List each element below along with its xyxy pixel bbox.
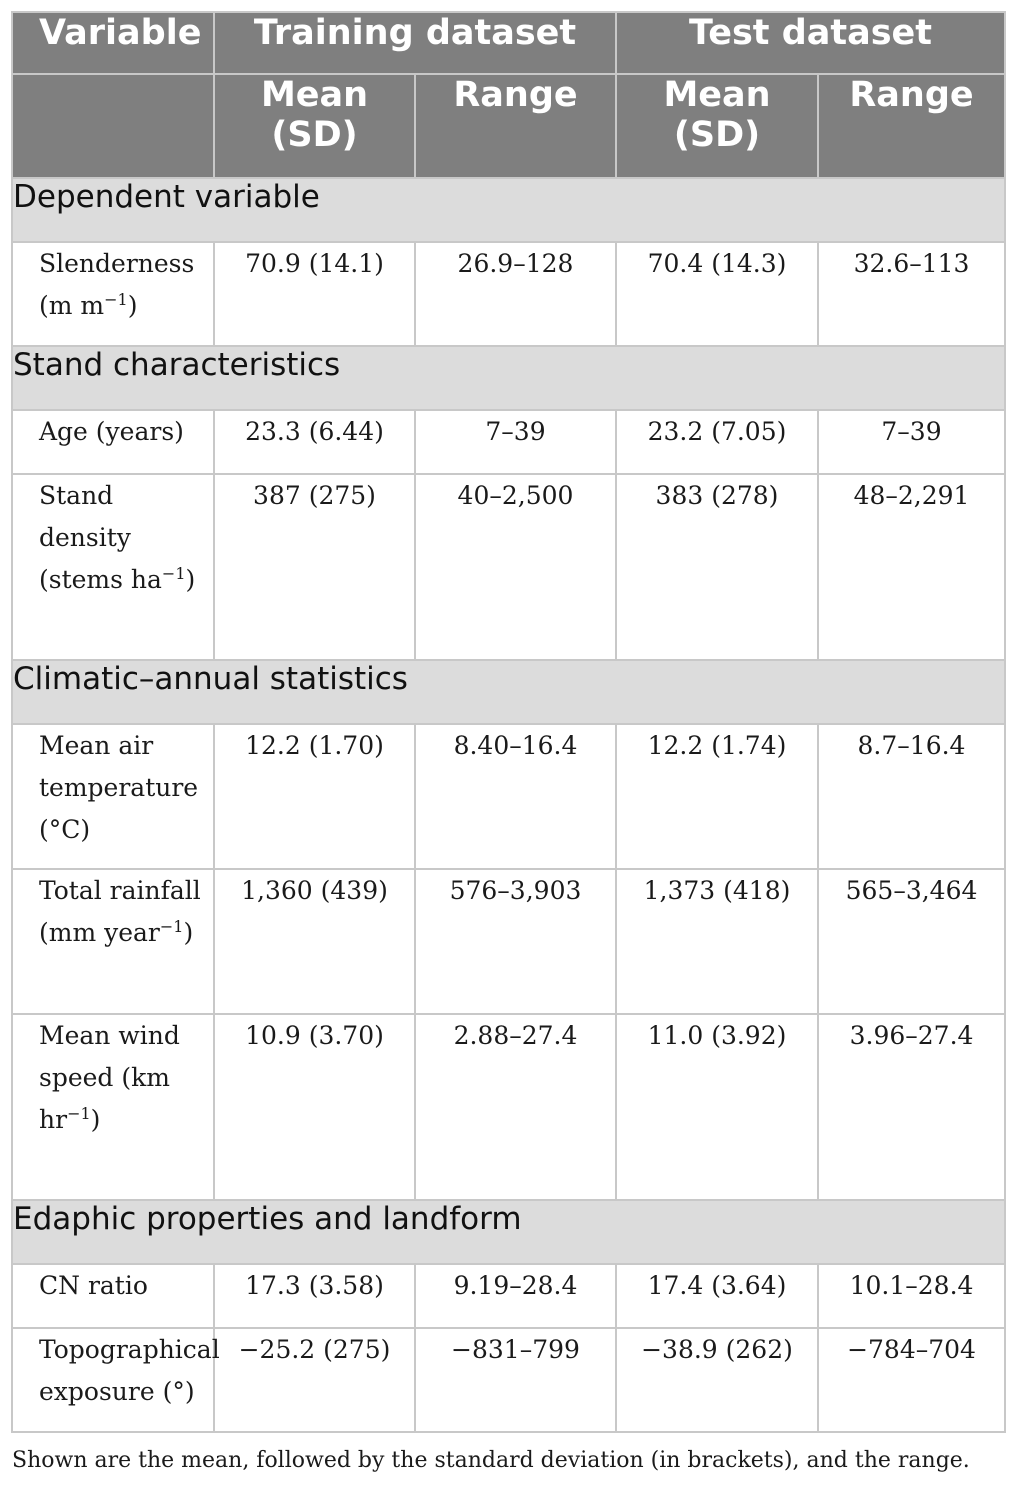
table-row <box>12 1014 1005 1200</box>
test-range-cell: 32.6–113 <box>818 242 1005 346</box>
test-mean-cell: 17.4 (3.64) <box>616 1264 818 1328</box>
test-range-cell: 10.1–28.4 <box>818 1264 1005 1328</box>
table-row <box>12 1328 1005 1432</box>
train-range-cell: 40–2,500 <box>415 474 616 660</box>
test-mean-cell: 12.2 (1.74) <box>616 724 818 869</box>
train-range-cell: 9.19–28.4 <box>415 1264 616 1328</box>
train-range-cell: 2.88–27.4 <box>415 1014 616 1200</box>
header-row-2 <box>12 74 1005 178</box>
test-mean-cell: 11.0 (3.92) <box>616 1014 818 1200</box>
test-mean-cell: 70.4 (14.3) <box>616 242 818 346</box>
train-mean-cell: 387 (275) <box>214 474 415 660</box>
header-train-range: Range <box>415 74 616 178</box>
test-range-cell: 565–3,464 <box>818 869 1005 1014</box>
section-title: Edaphic properties and landform <box>12 1200 1005 1264</box>
row-label: Slenderness (m $m^{-1}$) <box>12 242 214 346</box>
test-range-cell: −784–704 <box>818 1328 1005 1432</box>
train-mean-cell: 1,360 (439) <box>214 869 415 1014</box>
section-row <box>12 1200 1005 1264</box>
header-test-mean-sd: Mean (SD) <box>616 74 818 178</box>
table-row <box>12 474 1005 660</box>
section-title: Climatic–annual statistics <box>12 660 1005 724</box>
section-title: Dependent variable <box>12 178 1005 242</box>
test-mean-cell: 1,373 (418) <box>616 869 818 1014</box>
row-label: Topographical exposure (°) <box>12 1328 214 1432</box>
train-mean-cell: −25.2 (275) <box>214 1328 415 1432</box>
test-mean-cell: −38.9 (262) <box>616 1328 818 1432</box>
test-mean-cell: 383 (278) <box>616 474 818 660</box>
header-training-dataset: Training dataset <box>214 12 616 74</box>
table-row <box>12 410 1005 474</box>
train-range-cell: −831–799 <box>415 1328 616 1432</box>
train-range-cell: 576–3,903 <box>415 869 616 1014</box>
train-range-cell: 26.9–128 <box>415 242 616 346</box>
train-mean-cell: 12.2 (1.70) <box>214 724 415 869</box>
table-footnote: Shown are the mean, followed by the standard deviation (in brackets), and the range. <box>12 1448 970 1473</box>
row-label: CN ratio <box>12 1264 214 1328</box>
train-mean-cell: 23.3 (6.44) <box>214 410 415 474</box>
summary-table <box>11 11 1006 1433</box>
row-label: Mean air temperature (°C) <box>12 724 214 869</box>
train-mean-cell: 17.3 (3.58) <box>214 1264 415 1328</box>
table-row <box>12 724 1005 869</box>
row-label: Stand density (stems $ha^{-1}$) <box>12 474 214 660</box>
header-test-dataset: Test dataset <box>616 12 1005 74</box>
test-range-cell: 3.96–27.4 <box>818 1014 1005 1200</box>
table-row <box>12 869 1005 1014</box>
header-row-1 <box>12 12 1005 74</box>
row-label: Age (years) <box>12 410 214 474</box>
section-row <box>12 178 1005 242</box>
train-range-cell: 8.40–16.4 <box>415 724 616 869</box>
test-range-cell: 8.7–16.4 <box>818 724 1005 869</box>
header-variable: Variable <box>12 12 214 74</box>
header-train-mean-sd: Mean (SD) <box>214 74 415 178</box>
train-range-cell: 7–39 <box>415 410 616 474</box>
row-label: Total rainfall (mm year$^{-1}$) <box>12 869 214 1014</box>
header-empty <box>12 74 214 178</box>
row-label: Mean wind speed (km $hr^{-1}$) <box>12 1014 214 1200</box>
table-row <box>12 242 1005 346</box>
table-row <box>12 1264 1005 1328</box>
header-test-range: Range <box>818 74 1005 178</box>
test-mean-cell: 23.2 (7.05) <box>616 410 818 474</box>
test-range-cell: 48–2,291 <box>818 474 1005 660</box>
test-range-cell: 7–39 <box>818 410 1005 474</box>
section-title: Stand characteristics <box>12 346 1005 410</box>
train-mean-cell: 10.9 (3.70) <box>214 1014 415 1200</box>
train-mean-cell: 70.9 (14.1) <box>214 242 415 346</box>
section-row <box>12 346 1005 410</box>
section-row <box>12 660 1005 724</box>
